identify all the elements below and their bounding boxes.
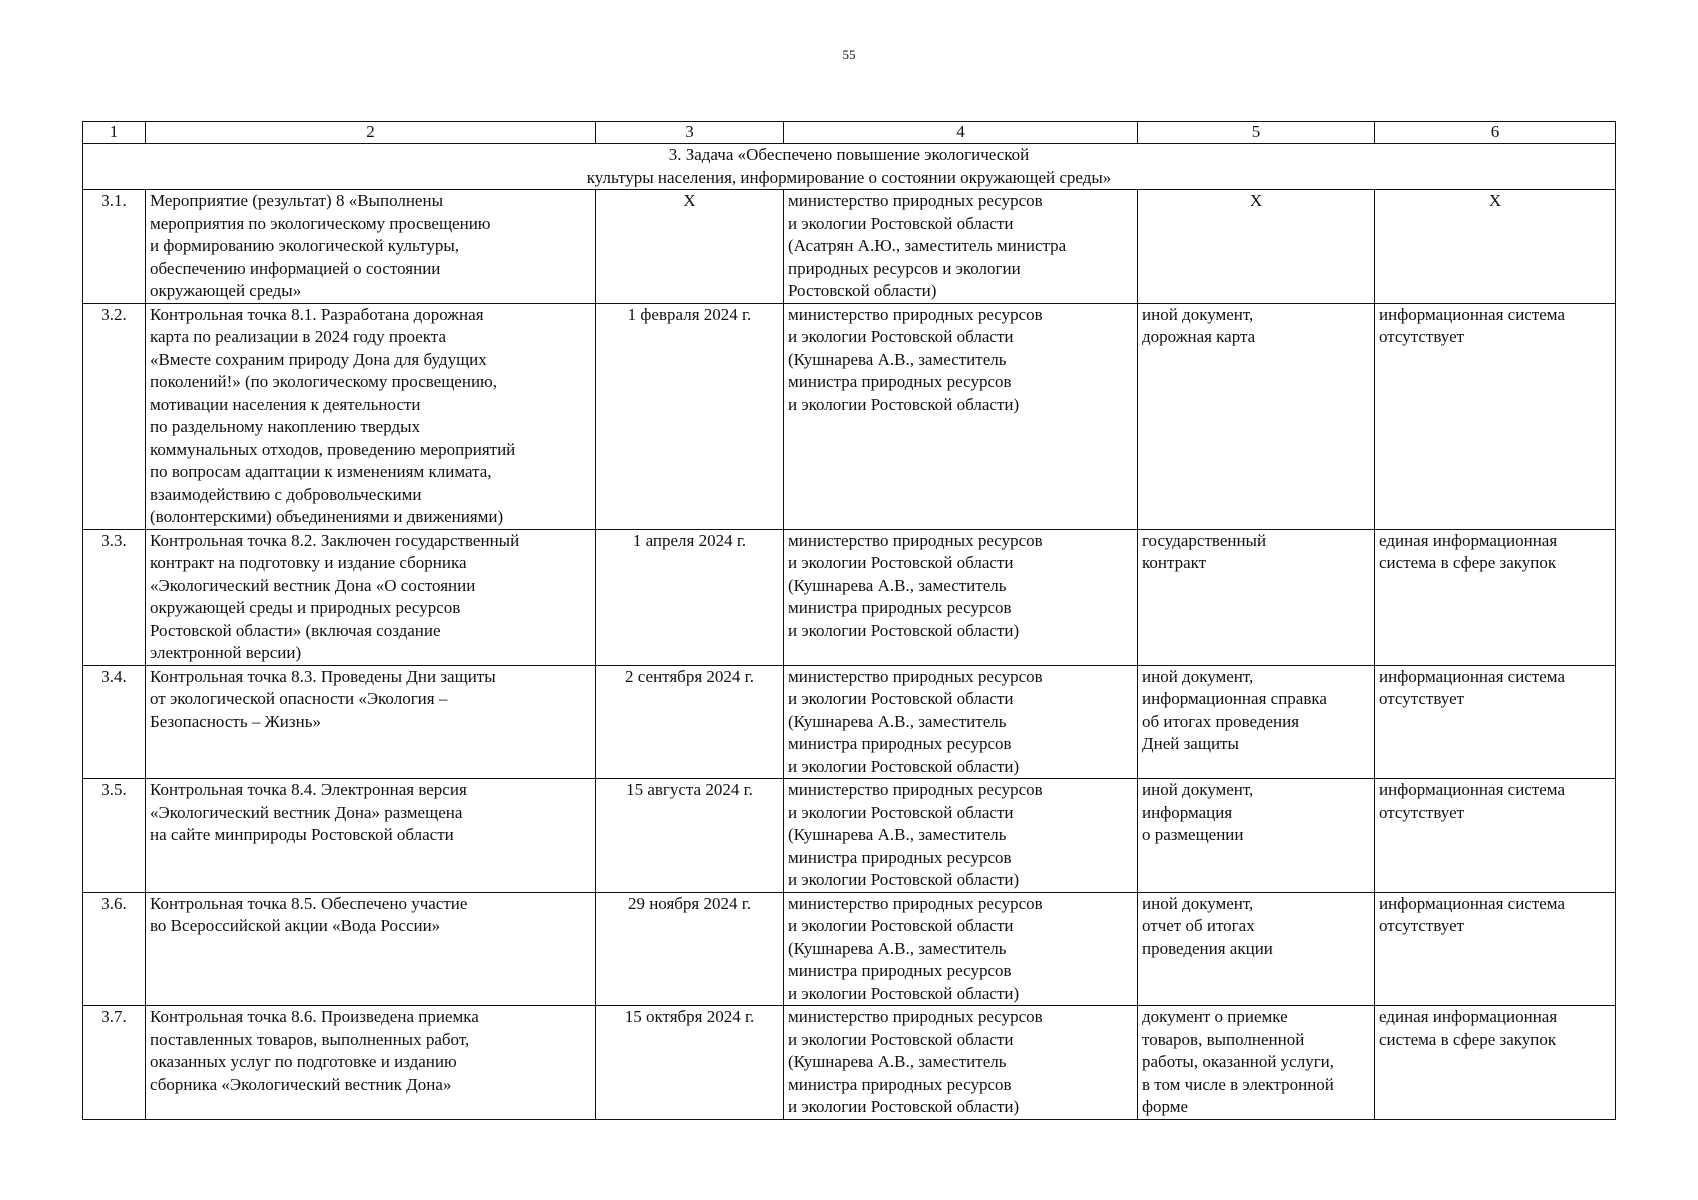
row-number-cell: 3.5. — [83, 779, 146, 893]
cell-text-line: по вопросам адаптации к изменениям климата, — [150, 462, 492, 481]
cell-text-line: Контрольная точка 8.5. Обеспечено участие — [150, 893, 468, 913]
cell-text-line: Контрольная точка 8.3. Проведены Дни защиты — [150, 666, 496, 686]
cell-text-line: Безопасность – Жизнь» — [150, 711, 321, 731]
cell-text-line: форме — [1142, 1097, 1189, 1116]
cell-text-line: и экологии Ростовской области) — [788, 1097, 1020, 1116]
cell-text-line: информационная система — [1379, 893, 1565, 913]
cell-text-line: мотивации населения к деятельности — [150, 394, 421, 414]
cell-text-line: и экологии Ростовской области — [788, 689, 1014, 708]
cell-text-line: информация — [1142, 802, 1233, 822]
cell-text-line: и экологии Ростовской области — [788, 327, 1014, 346]
section-title-line: культуры населения, информирование о состоянии окружающей среды» — [586, 167, 1112, 187]
cell-text-line: контракт — [1142, 553, 1207, 572]
cell-text-line: отсутствует — [1379, 802, 1465, 822]
measure-name-cell — [146, 529, 596, 665]
information-system-cell — [1375, 1006, 1616, 1120]
document-type-cell — [1138, 779, 1375, 893]
cell-text-line: система в сфере закупок — [1379, 1029, 1557, 1049]
cell-text-line: Ростовской области» (включая создание — [150, 620, 441, 640]
cell-text-line: контракт на подготовку и издание сборника — [150, 553, 467, 572]
cell-text-line: информационная система — [1379, 666, 1565, 686]
row-number-cell: 3.1. — [83, 190, 146, 304]
responsible-cell — [784, 892, 1138, 1006]
table-row — [83, 303, 1616, 529]
cell-text-line: единая информационная — [1379, 1007, 1558, 1026]
cell-text-line: министерство природных ресурсов — [788, 191, 1043, 210]
section-title — [83, 144, 1616, 190]
cell-text-line: министра природных ресурсов — [788, 847, 1012, 867]
cell-text-line: министерство природных ресурсов — [788, 530, 1043, 550]
responsible-cell — [784, 1006, 1138, 1120]
cell-text-line: Ростовской области) — [788, 281, 937, 300]
cell-text-line: Дней защиты — [1142, 734, 1239, 753]
cell-text-line: работы, оказанной услуги, — [1142, 1052, 1335, 1071]
information-system-cell — [1375, 779, 1616, 893]
cell-text-line: иной документ, — [1142, 666, 1254, 686]
cell-text-line: отсутствует — [1379, 327, 1465, 346]
document-type-cell — [1138, 1006, 1375, 1120]
row-number-cell: 3.4. — [83, 665, 146, 779]
information-system-cell — [1375, 892, 1616, 1006]
column-number: 2 — [146, 122, 596, 144]
cell-text-line: (Кушнарева А.В., заместитель — [788, 575, 1007, 595]
cell-text-line: об итогах проведения — [1142, 711, 1300, 731]
measure-name-cell — [146, 779, 596, 893]
document-type-cell — [1138, 665, 1375, 779]
row-number-cell: 3.6. — [83, 892, 146, 1006]
cell-text-line: и экологии Ростовской области — [788, 802, 1014, 822]
section-title-line: 3. Задача «Обеспечено повышение экологической — [668, 145, 1030, 164]
cell-text-line: на сайте минприроды Ростовской области — [150, 825, 454, 844]
table-row — [83, 892, 1616, 1006]
cell-text-line: и экологии Ростовской области — [788, 916, 1014, 935]
cell-text-line: и формированию экологической культуры, — [150, 236, 460, 255]
measure-name-cell — [146, 665, 596, 779]
cell-text-line: (Асатрян А.Ю., заместитель министра — [788, 236, 1067, 255]
responsible-cell — [784, 529, 1138, 665]
cell-text-line: Мероприятие (результат) 8 «Выполнены — [150, 191, 444, 210]
cell-text-line: и экологии Ростовской области) — [788, 756, 1020, 776]
table-row — [83, 190, 1616, 304]
cell-text-line: министра природных ресурсов — [788, 372, 1012, 391]
deadline-cell: 1 апреля 2024 г. — [596, 529, 784, 665]
cell-text-line: и экологии Ростовской области — [788, 1029, 1014, 1049]
cell-text-line: от экологической опасности «Экология – — [150, 689, 448, 708]
cell-text-line: мероприятия по экологическому просвещению — [150, 213, 491, 233]
cell-text-line: во Всероссийской акции «Вода России» — [150, 916, 441, 935]
cell-text-line: и экологии Ростовской области — [788, 553, 1014, 572]
table-row — [83, 665, 1616, 779]
page-number: 55 — [842, 47, 856, 62]
cell-text-line: (Кушнарева А.В., заместитель — [788, 711, 1007, 731]
cell-text-line: «Экологический вестник Дона «О состоянии — [150, 575, 476, 595]
cell-text-line: отчет об итогах — [1142, 916, 1255, 935]
information-system-cell — [1375, 529, 1616, 665]
cell-text-line: информационная система — [1379, 780, 1565, 799]
section-header-row — [83, 144, 1616, 190]
cell-text-line: (Кушнарева А.В., заместитель — [788, 938, 1007, 958]
table-row — [83, 529, 1616, 665]
cell-text-line: в том числе в электронной — [1142, 1074, 1334, 1094]
cell-text-line: (Кушнарева А.В., заместитель — [788, 825, 1007, 844]
column-number: 4 — [784, 122, 1138, 144]
column-number: 5 — [1138, 122, 1375, 144]
measure-name-cell — [146, 190, 596, 304]
information-system-cell — [1375, 665, 1616, 779]
cell-text-line: министерство природных ресурсов — [788, 666, 1043, 686]
deadline-cell: 1 февраля 2024 г. — [596, 303, 784, 529]
document-type-cell — [1138, 190, 1375, 304]
cell-text-line: «Вместе сохраним природу Дона для будущих — [150, 349, 487, 369]
cell-text-line: (Кушнарева А.В., заместитель — [788, 1052, 1007, 1071]
cell-text-line: и экологии Ростовской области) — [788, 620, 1020, 640]
row-number-cell: 3.3. — [83, 529, 146, 665]
cell-text-line: Контрольная точка 8.6. Произведена приемка — [150, 1007, 479, 1026]
column-number: 1 — [83, 122, 146, 144]
cell-text-line: иной документ, — [1142, 780, 1254, 799]
cell-text-line: окружающей среды» — [150, 281, 302, 300]
cell-text-line: единая информационная — [1379, 530, 1558, 550]
cell-text-line: министерство природных ресурсов — [788, 1007, 1043, 1026]
column-number: 6 — [1375, 122, 1616, 144]
cell-text-line: Контрольная точка 8.2. Заключен государственный — [150, 530, 520, 550]
cell-text-line: электронной версии) — [150, 643, 302, 662]
responsible-cell — [784, 190, 1138, 304]
column-number: 3 — [596, 122, 784, 144]
cell-text-line: министерство природных ресурсов — [788, 304, 1043, 324]
information-system-cell — [1375, 303, 1616, 529]
row-number-cell: 3.2. — [83, 303, 146, 529]
cell-text-line: по раздельному накоплению твердых — [150, 417, 421, 436]
cell-text-line: X — [1488, 191, 1502, 210]
cell-text-line: проведения акции — [1142, 938, 1273, 958]
cell-text-line: сборника «Экологический вестник Дона» — [150, 1074, 452, 1094]
cell-text-line: обеспечению информацией о состоянии — [150, 258, 441, 278]
cell-text-line: министерство природных ресурсов — [788, 893, 1043, 913]
deadline-cell: 15 октября 2024 г. — [596, 1006, 784, 1120]
cell-text-line: министра природных ресурсов — [788, 598, 1012, 617]
cell-text-line: дорожная карта — [1142, 327, 1256, 346]
cell-text-line: государственный — [1142, 530, 1267, 550]
cell-text-line: о размещении — [1142, 825, 1244, 844]
measures-table — [82, 121, 1616, 1120]
cell-text-line: отсутствует — [1379, 916, 1465, 935]
measure-name-cell — [146, 892, 596, 1006]
column-number-row — [83, 122, 1616, 144]
information-system-cell — [1375, 190, 1616, 304]
deadline-cell: 2 сентября 2024 г. — [596, 665, 784, 779]
deadline-cell: 29 ноября 2024 г. — [596, 892, 784, 1006]
cell-text-line: окружающей среды и природных ресурсов — [150, 598, 461, 617]
cell-text-line: «Экологический вестник Дона» размещена — [150, 802, 463, 822]
cell-text-line: и экологии Ростовской области — [788, 213, 1014, 233]
cell-text-line: и экологии Ростовской области) — [788, 394, 1020, 414]
deadline-cell: 15 августа 2024 г. — [596, 779, 784, 893]
table-row — [83, 779, 1616, 893]
cell-text-line: поколений!» (по экологическому просвещению, — [150, 372, 497, 391]
cell-text-line: Контрольная точка 8.4. Электронная версия — [150, 780, 467, 799]
measure-name-cell — [146, 303, 596, 529]
cell-text-line: документ о приемке — [1142, 1007, 1288, 1026]
cell-text-line: взаимодействию с добровольческими — [150, 484, 422, 504]
cell-text-line: поставленных товаров, выполненных работ, — [150, 1029, 470, 1049]
cell-text-line: (Кушнарева А.В., заместитель — [788, 349, 1007, 369]
cell-text-line: отсутствует — [1379, 689, 1465, 708]
cell-text-line: министра природных ресурсов — [788, 1074, 1012, 1094]
cell-text-line: X — [1249, 191, 1263, 210]
cell-text-line: иной документ, — [1142, 893, 1254, 913]
cell-text-line: и экологии Ростовской области) — [788, 983, 1020, 1003]
cell-text-line: оказанных услуг по подготовке и изданию — [150, 1052, 457, 1071]
cell-text-line: система в сфере закупок — [1379, 553, 1557, 572]
cell-text-line: и экологии Ростовской области) — [788, 870, 1020, 889]
cell-text-line: товаров, выполненной — [1142, 1029, 1305, 1049]
table-row — [83, 1006, 1616, 1120]
deadline-cell: X — [596, 190, 784, 304]
cell-text-line: иной документ, — [1142, 304, 1254, 324]
cell-text-line: карта по реализации в 2024 году проекта — [150, 327, 446, 346]
cell-text-line: информационная справка — [1142, 689, 1327, 708]
cell-text-line: министерство природных ресурсов — [788, 780, 1043, 799]
measure-name-cell — [146, 1006, 596, 1120]
cell-text-line: информационная система — [1379, 304, 1565, 324]
cell-text-line: (волонтерскими) объединениями и движениями) — [150, 507, 504, 526]
cell-text-line: коммунальных отходов, проведению мероприятий — [150, 439, 516, 459]
row-number-cell: 3.7. — [83, 1006, 146, 1120]
document-type-cell — [1138, 892, 1375, 1006]
document-type-cell — [1138, 529, 1375, 665]
responsible-cell — [784, 303, 1138, 529]
cell-text-line: природных ресурсов и экологии — [788, 258, 1021, 278]
responsible-cell — [784, 665, 1138, 779]
cell-text-line: Контрольная точка 8.1. Разработана дорожная — [150, 304, 484, 324]
document-type-cell — [1138, 303, 1375, 529]
responsible-cell — [784, 779, 1138, 893]
cell-text-line: министра природных ресурсов — [788, 961, 1012, 980]
cell-text-line: министра природных ресурсов — [788, 734, 1012, 753]
